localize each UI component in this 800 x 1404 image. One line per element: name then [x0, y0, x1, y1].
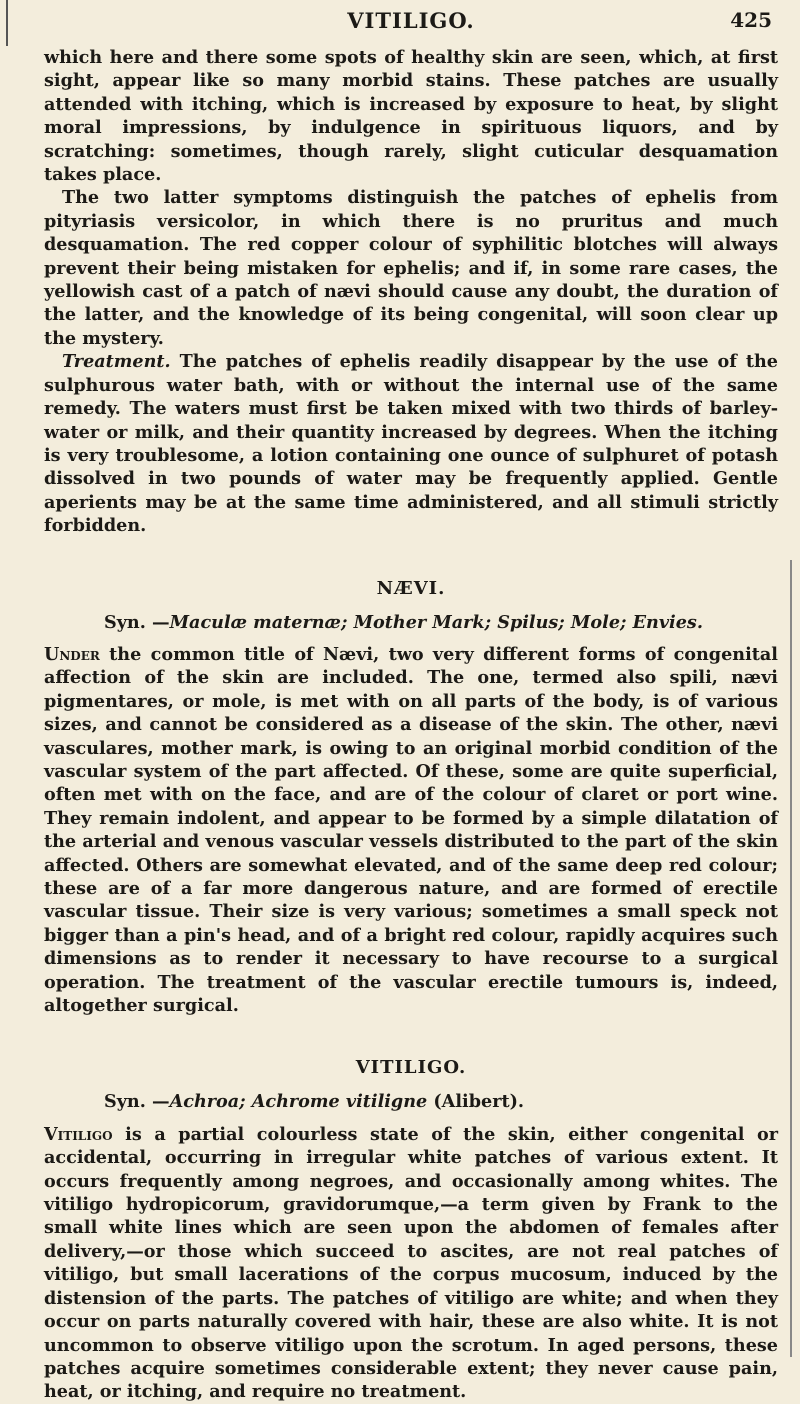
- syn-terms: Achroa; Achrome vitiligne: [169, 1091, 428, 1113]
- paragraph-text: is a partial colourless state of the skin, either congenital or accidental, occurring in irregular white patches of various extent. It occurs frequently among negroes, and occasionally among whites. The vitiligo hydropicorum, gravidorumque,—a term given by Frank to the small white lines which are seen upon the abdomen of females after delivery,—or those which succeed to ascites, are not real patches of vitiligo, but small lacerations of the corpus mucosum, induced by the distension of the parts. The patches of vitiligo are white; and when they occur on parts naturally covered with hair, these are also white. It is not uncommon to observe vitiligo upon the scrotum. In aged persons, these patches acquire sometimes considerable extent; they never cause pain, heat, or itching, and require no treatment.: [44, 1123, 778, 1403]
- syn-terms: Maculæ maternæ; Mother Mark; Spilus; Mole; Envies.: [169, 611, 703, 633]
- section-heading-naevi: NÆVI.: [376, 577, 446, 599]
- treatment-label: Treatment.: [62, 351, 171, 373]
- paragraph-ephelis-diagnosis: The two latter symptoms distinguish the patches of ephelis from pityriasis versicolor, in which there is no pruritus and much desquamation. The red copper colour of syphilitic blotches will always prevent their being mistaken for ephelis; and if, in some rare cases, the yellowish cast of a patch of nævi should cause any doubt, the duration of the latter, and the knowledge of its being congenital, will soon clear up the mystery.: [44, 187, 778, 349]
- page-number: 425: [730, 8, 772, 32]
- paragraph-ephelis-treatment: [44, 350, 778, 537]
- synonyms-naevi: [44, 611, 778, 634]
- syn-attribution: (Alibert).: [427, 1091, 525, 1113]
- paragraph-vitiligo: [44, 1123, 778, 1404]
- lead-word: Under: [44, 643, 100, 665]
- paragraph-ephelis-symptoms: which here and there some spots of healthy skin are seen, which, at first sight, appear like so many morbid stains. These patches are usually attended with itching, which is increased by exposure to heat, by slight moral impressions, by indulgence in spirituous liquors, and by scratching: sometimes, though rarely, slight cuticular desquamation takes place.: [44, 47, 778, 186]
- paragraph-text: the common title of Nævi, two very different forms of congenital affection of the skin are included. The one, termed also spili, nævi pigmentares, or mole, is met with on all parts of the body, is of various sizes, and cannot be considered as a disease of the skin. The other, nævi vasculares, mother mark, is owing to an original morbid condition of the vascular system of the part affected. Of these, some are quite superficial, often met with on the face, and are of the colour of claret or port wine. They remain indolent, and appear to be formed by a simple dilatation of the arterial and venous vascular vessels distributed to the part of the skin affected. Others are somewhat elevated, and of the same deep red colour; these are of a far more dangerous nature, and are formed of erectile vascular tissue. Their size is very various; sometimes a small speck not bigger than a pin's head, and of a bright red colour, rapidly acquires such dimensions as to render it necessary to have recourse to a surgical operation. The treatment of the vascular erectile tumours is, indeed, altogether surgical.: [44, 643, 778, 1017]
- lead-word: Vitiligo: [44, 1123, 113, 1145]
- treatment-text: The patches of ephelis readily disappear by the use of the sulphurous water bath, with or without the internal use of the same remedy. The waters must first be taken mixed with two thirds of barley-water or milk, and their quantity increased by degrees. When the itching is very troublesome, a lotion containing one ounce of sulphuret of potash dissolved in two pounds of water may be frequently applied. Gentle aperients may be at the same time administered, and all stimuli strictly forbidden.: [44, 351, 778, 537]
- running-title: VITILIGO.: [347, 8, 475, 33]
- section-heading-vitiligo: VITILIGO.: [355, 1057, 467, 1079]
- syn-prefix: Syn. —: [104, 611, 170, 633]
- syn-prefix: Syn. —: [104, 1091, 170, 1113]
- running-header: [44, 0, 778, 46]
- paragraph-naevi: [44, 643, 778, 1018]
- synonyms-vitiligo: [44, 1090, 778, 1113]
